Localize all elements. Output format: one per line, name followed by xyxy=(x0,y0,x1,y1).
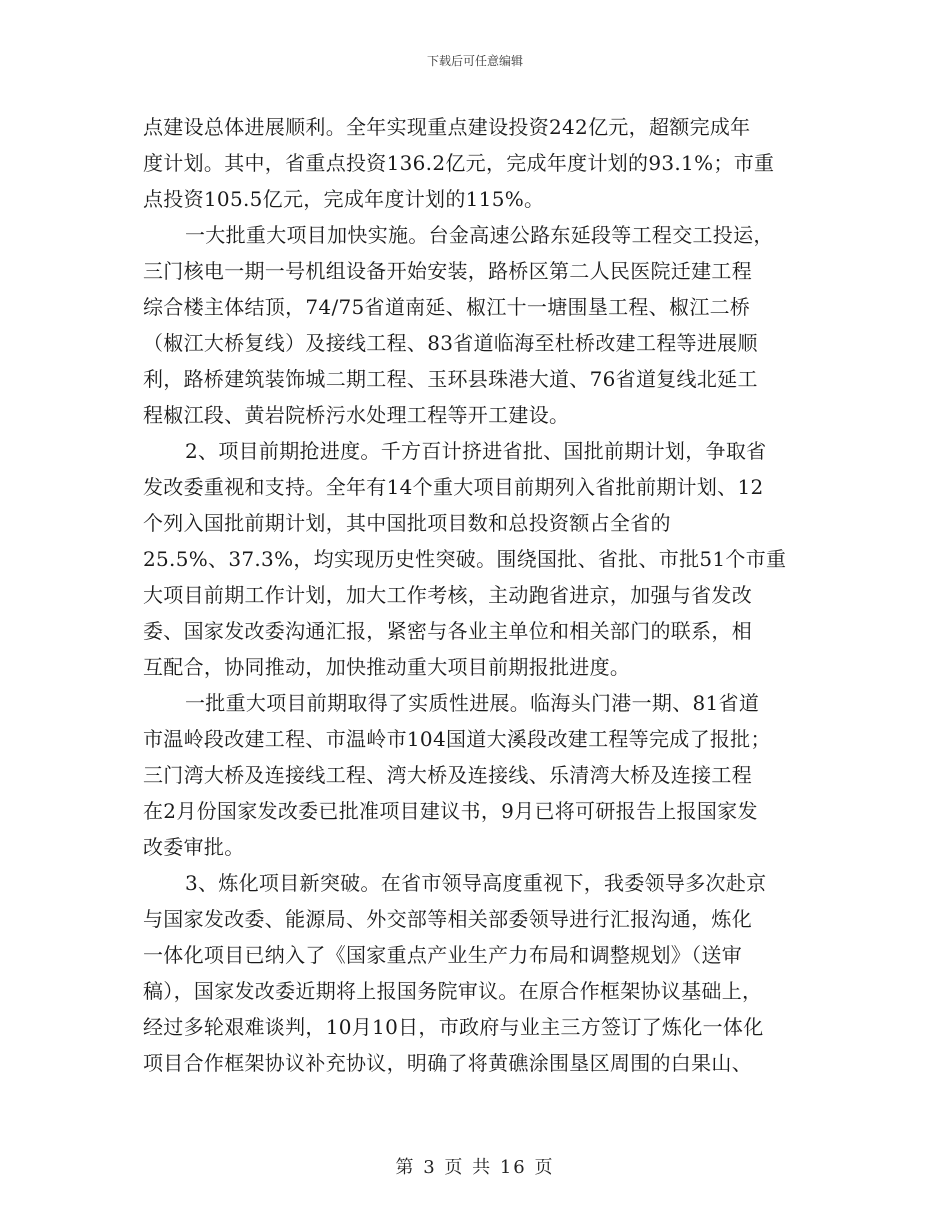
text-line: 在2月份国家发改委已批准项目建议书，9月已将可研报告上报国家发 xyxy=(143,799,758,823)
text-line: 互配合，协同推动，加快推动重大项目前期报批进度。 xyxy=(143,655,631,679)
text-line: 发改委重视和支持。全年有14个重大项目前期列入省批前期计划、12 xyxy=(143,475,764,499)
text-line: 点建设总体进展顺利。全年实现重点建设投资242亿元，超额完成年 xyxy=(143,115,751,139)
text-line: （椒江大桥复线）及接线工程、83省道临海至杜桥改建工程等进展顺 xyxy=(143,331,758,355)
text-line: 市温岭段改建工程、市温岭市104国道大溪段改建工程等完成了报批； xyxy=(143,727,771,751)
text-line: 经过多轮艰难谈判，10月10日，市政府与业主三方签订了炼化一体化 xyxy=(143,1015,764,1039)
text-line: 三门核电一期一号机组设备开始安装，路桥区第二人民医院迁建工程 xyxy=(143,259,752,283)
paragraph-3 xyxy=(143,433,807,685)
text-line: 利，路桥建筑装饰城二期工程、玉环县珠港大道、76省道复线北延工 xyxy=(143,367,758,391)
text-line: 改委审批。 xyxy=(143,835,245,859)
page-number-footer: 第 3 页 共 16 页 xyxy=(395,1157,555,1178)
text-line: 个列入国批前期计划，其中国批项目数和总投资额占全省的 xyxy=(143,511,671,535)
text-line: 程椒江段、黄岩院桥污水处理工程等开工建设。 xyxy=(143,403,570,427)
text-line: 一体化项目已纳入了《国家重点产业生产力布局和调整规划》（送审 xyxy=(143,943,742,967)
paragraph-1 xyxy=(143,109,807,217)
text-line: 综合楼主体结顶，74/75省道南延、椒江十一塘围垦工程、椒江二桥 xyxy=(143,295,751,319)
paragraph-4 xyxy=(143,685,807,865)
paragraph-5 xyxy=(143,865,807,1081)
text-line: 大项目前期工作计划，加大工作考核，主动跑省进京，加强与省发改 xyxy=(143,583,752,607)
document-body xyxy=(143,109,807,1081)
text-line: 委、国家发改委沟通汇报，紧密与各业主单位和相关部门的联系，相 xyxy=(143,619,752,643)
text-line: 一大批重大项目加快实施。台金高速公路东延段等工程交工投运， xyxy=(185,223,774,247)
text-line: 点投资105.5亿元，完成年度计划的115%。 xyxy=(143,187,545,211)
text-line: 度计划。其中，省重点投资136.2亿元，完成年度计划的93.1%；市重 xyxy=(143,151,775,175)
text-line: 项目合作框架协议补充协议，明确了将黄礁涂围垦区周围的白果山、 xyxy=(143,1051,752,1075)
text-line: 稿），国家发改委近期将上报国务院审议。在原合作框架协议基础上， xyxy=(143,979,763,1003)
text-line: 25.5%、37.3%，均实现历史性突破。围绕国批、省批、市批51个市重 xyxy=(143,547,787,571)
text-line: 2、项目前期抢进度。千方百计挤进省批、国批前期计划，争取省 xyxy=(185,439,767,463)
text-line: 三门湾大桥及连接线工程、湾大桥及连接线、乐清湾大桥及连接工程 xyxy=(143,763,752,787)
text-line: 3、炼化项目新突破。在省市领导高度重视下，我委领导多次赴京 xyxy=(185,871,767,895)
page-header: 下载后可任意编辑 xyxy=(426,54,523,68)
text-line: 与国家发改委、能源局、外交部等相关部委领导进行汇报沟通，炼化 xyxy=(143,907,752,931)
paragraph-2 xyxy=(143,217,807,433)
text-line: 一批重大项目前期取得了实质性进展。临海头门港一期、81省道 xyxy=(185,691,760,715)
